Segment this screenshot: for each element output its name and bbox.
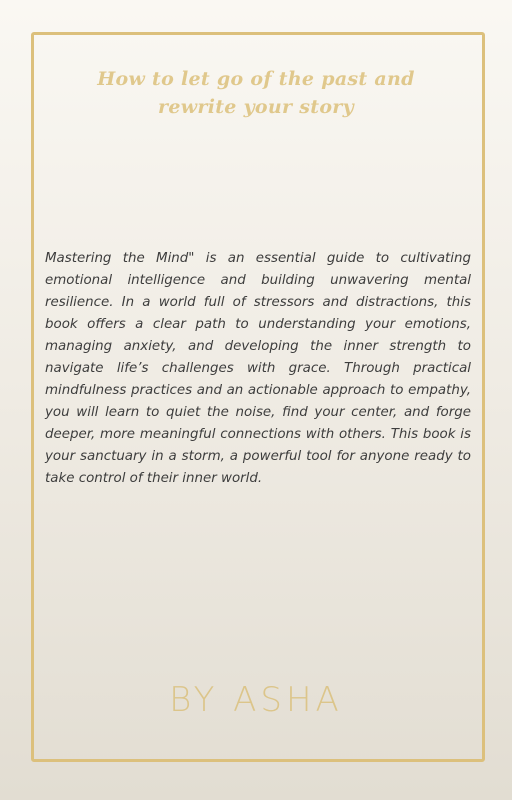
cover-title <box>60 65 452 121</box>
book-description: Mastering the Mind" is an essential guide to cultivating emotional intelligence and building unwavering mental resilience. In a world full of stressors and distractions, this book offers a clear path to understanding your emotions, managing anxiety, and developing the inner strength to navigate life’s challenges with grace. Through practical mindfulness practices and an actionable approach to empathy, you will learn to quiet the noise, find your center, and forge deeper, more meaningful connections with others. This book is your sanctuary in a storm, a powerful tool for anyone ready to take control of their inner world. <box>45 251 471 486</box>
cover-title-line-1: How to let go of the past and <box>97 68 415 90</box>
cover-title-line-2: rewrite your story <box>158 96 354 118</box>
author-byline: BY ASHA <box>169 680 343 720</box>
